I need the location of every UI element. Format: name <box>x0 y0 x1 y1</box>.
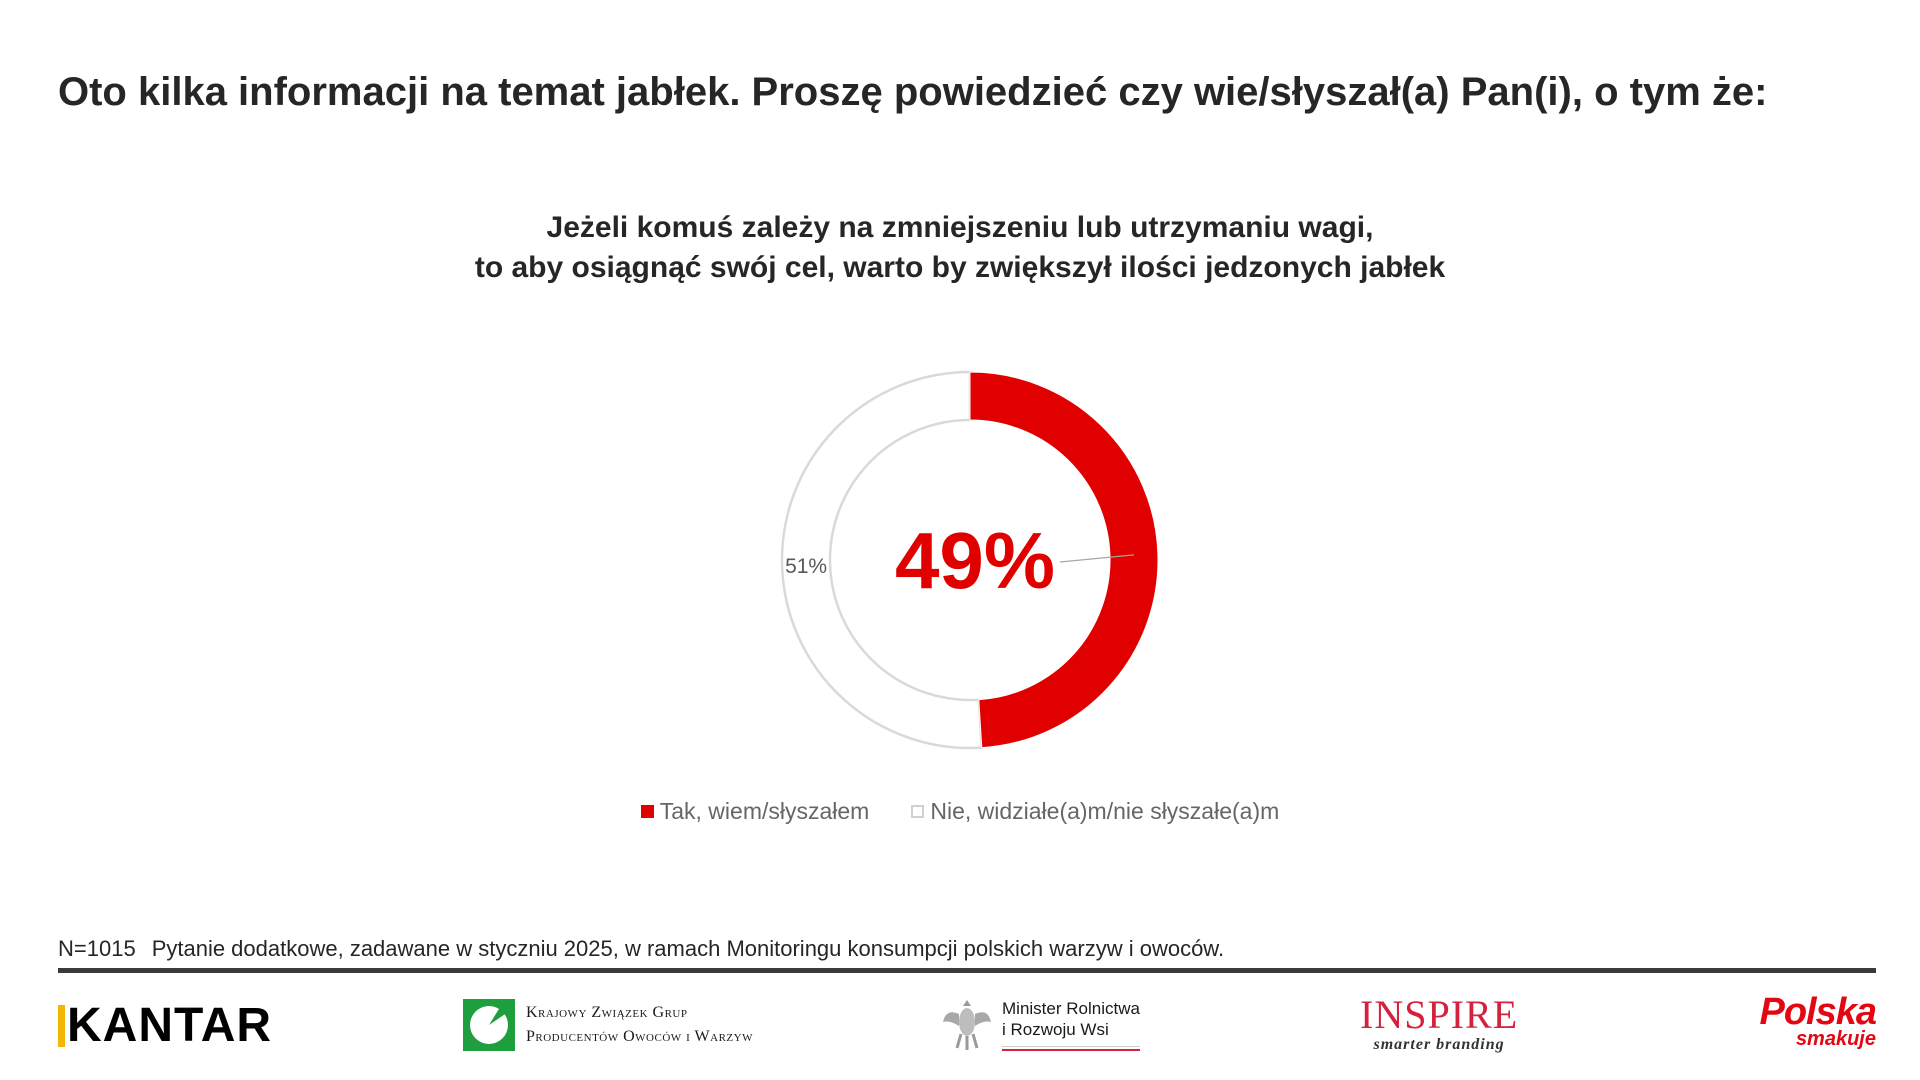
footer-divider <box>58 968 1876 973</box>
sample-size: N=1015 <box>58 936 136 961</box>
inspire-logo <box>1360 994 1518 1054</box>
kantar-logo <box>58 998 272 1053</box>
polska-tagline: smakuje <box>1795 1028 1876 1050</box>
legend-label-no: Nie, widziałe(a)m/nie słyszałe(a)m <box>930 798 1280 824</box>
footnote-text: Pytanie dodatkowe, zadawane w styczniu 2025, w ramach Monitoringu konsumpcji polskich warzyw i owoców. <box>151 936 1225 961</box>
page-title: Oto kilka informacji na temat jabłek. Proszę powiedzieć czy wie/słyszał(a) Pan(i), o tym że: <box>58 70 1768 114</box>
kantar-logo-text: KANTAR <box>67 999 273 1052</box>
kzgp-logo <box>462 998 753 1052</box>
minister-line-2: i Rozwoju Wsi <box>1002 1019 1109 1039</box>
kantar-bar-icon <box>58 1005 65 1047</box>
minister-logo <box>940 994 1140 1054</box>
flag-stripe <box>1002 1046 1140 1051</box>
chart-legend <box>0 798 1920 825</box>
eagle-emblem-icon <box>940 994 994 1054</box>
chart-title-line-2: to aby osiągnąć swój cel, warto by zwiększył ilości jedzonych jabłek <box>474 251 1446 284</box>
legend-swatch-yes <box>641 805 654 818</box>
inspire-logo-text: INSPIRE <box>1360 992 1519 1037</box>
polska-smakuje-logo <box>1746 992 1876 1051</box>
chart-title <box>0 208 1920 288</box>
kzgp-line-2: Producentów Owoców i Warzyw <box>526 1028 753 1045</box>
data-label-yes: 49% <box>894 516 1056 605</box>
kzgp-emblem-icon <box>462 998 516 1052</box>
legend-swatch-no <box>911 805 924 818</box>
minister-line-1: Minister Rolnictwa <box>1002 998 1140 1018</box>
legend-label-yes: Tak, wiem/słyszałem <box>659 798 870 824</box>
inspire-tagline: smarter branding <box>1373 1036 1505 1053</box>
footer-logos <box>0 990 1920 1070</box>
kzgp-line-1: Krajowy Związek Grup <box>526 1004 688 1021</box>
polska-logo-text: Polska <box>1759 991 1876 1033</box>
data-label-no: 51% <box>785 555 828 579</box>
chart-title-line-1: Jeżeli komuś zależy na zmniejszeniu lub utrzymaniu wagi, <box>546 211 1374 244</box>
donut-chart <box>760 350 1180 770</box>
footnote <box>58 936 1224 962</box>
legend-item-yes <box>641 798 870 825</box>
legend-item-no <box>911 798 1279 825</box>
